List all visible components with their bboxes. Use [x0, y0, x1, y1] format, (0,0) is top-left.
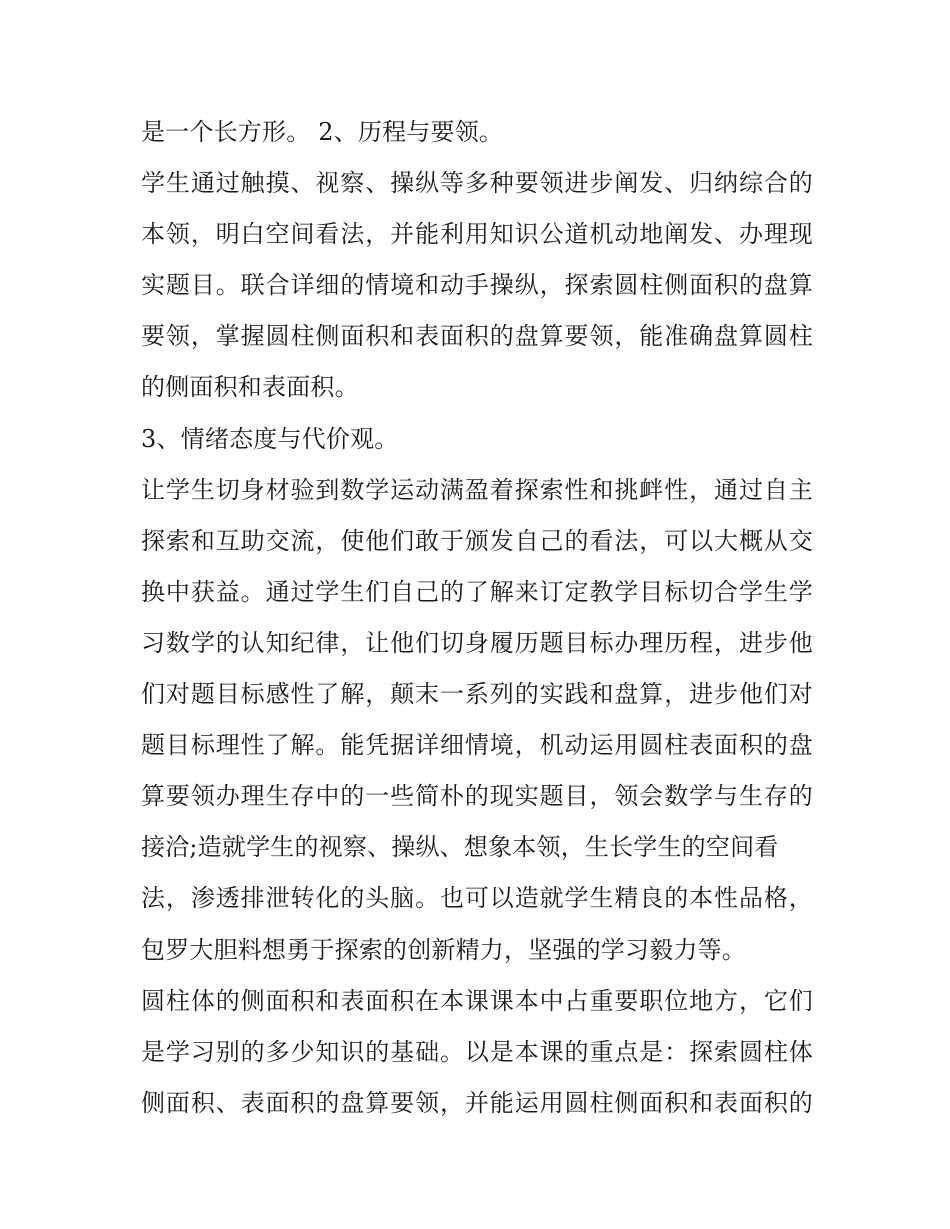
- text-line: 算要领办理生存中的一些简朴的现实题目，领会数学与生存的: [141, 782, 813, 811]
- text-line: 题目标理性了解。能凭据详细情境，机动运用圆柱表面积的盘: [141, 731, 813, 760]
- text-line: 侧面积、表面积的盘算要领，并能运用圆柱侧面积和表面积的: [141, 1088, 813, 1117]
- text-line: 要领，掌握圆柱侧面积和表面积的盘算要领，能准确盘算圆柱: [141, 322, 813, 351]
- text-line: 本领，明白空间看法，并能利用知识公道机动地阐发、办理现: [141, 220, 813, 249]
- text-line: 习数学的认知纪律，让他们切身履历题目标办理历程，进步他: [141, 628, 813, 657]
- text-line: 是一个长方形。 2、历程与要领。: [141, 118, 504, 146]
- text-line: 学生通过触摸、视察、操纵等多种要领进步阐发、归纳综合的: [141, 169, 813, 198]
- text-line: 的侧面积和表面积。: [141, 373, 359, 402]
- text-line: 探索和互助交流，使他们敢于颁发自己的看法，可以大概从交: [141, 526, 813, 555]
- text-line: 换中获益。通过学生们自己的了解来订定教学目标切合学生学: [141, 577, 813, 606]
- text-line: 包罗大胆料想勇于探索的创新精力，坚强的学习毅力等。: [141, 935, 746, 964]
- text-line: 是学习别的多少知识的基础。以是本课的重点是：探索圆柱体: [141, 1037, 813, 1066]
- text-line: 法，渗透排泄转化的头脑。也可以造就学生精良的本性品格，: [141, 884, 813, 913]
- text-line: 圆柱体的侧面积和表面积在本课课本中占重要职位地方，它们: [141, 986, 813, 1015]
- document-body: [141, 107, 813, 1129]
- text-line: 3、情绪态度与代价观。: [141, 424, 399, 453]
- text-line: 接洽;造就学生的视察、操纵、想象本领，生长学生的空间看: [141, 833, 779, 862]
- text-line: 让学生切身材验到数学运动满盈着探索性和挑衅性，通过自主: [141, 475, 813, 504]
- text-line: 实题目。联合详细的情境和动手操纵，探索圆柱侧面积的盘算: [141, 271, 813, 300]
- text-line: 们对题目标感性了解，颠末一系列的实践和盘算，进步他们对: [141, 680, 813, 709]
